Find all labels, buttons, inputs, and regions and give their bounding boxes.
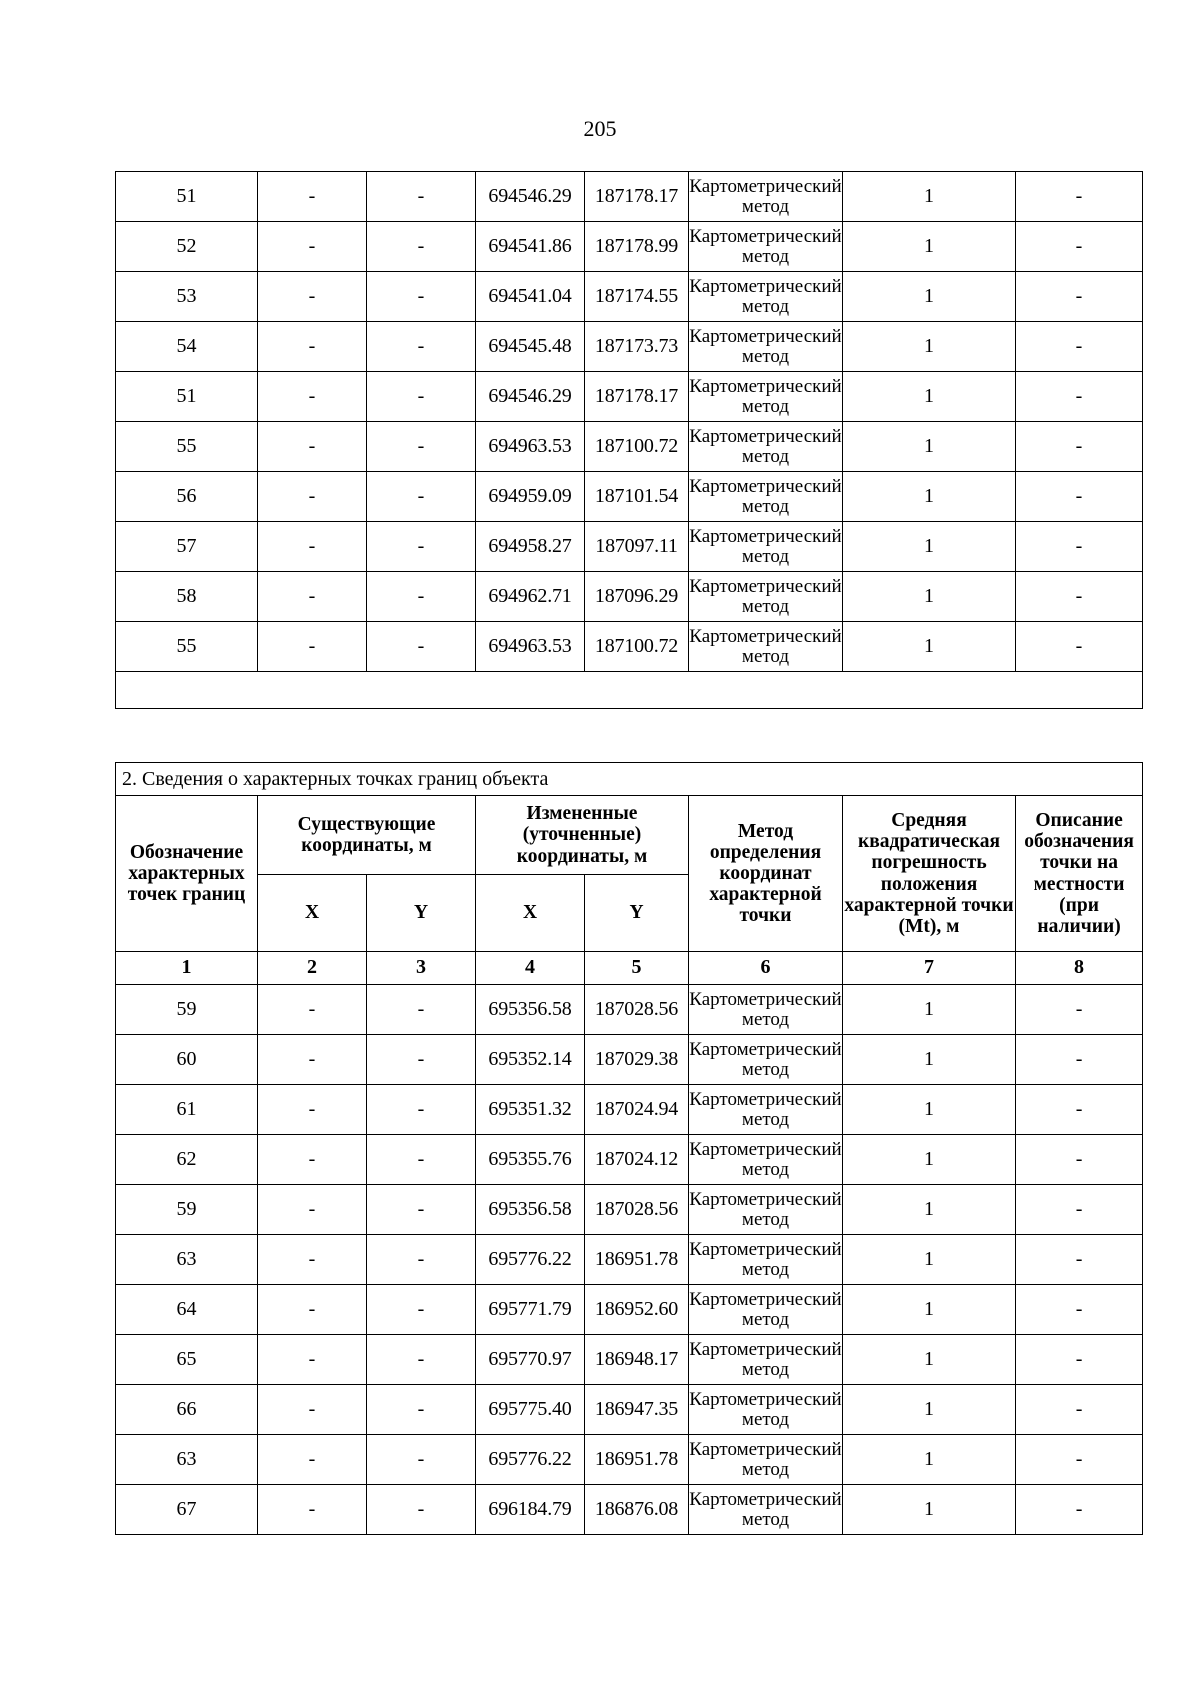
method: Картометрический метод	[689, 1185, 843, 1235]
method: Картометрический метод	[689, 1135, 843, 1185]
changed-x: 695771.79	[476, 1285, 585, 1335]
table-row	[116, 172, 1143, 222]
point-label: 51	[116, 372, 258, 422]
existing-x: -	[258, 1135, 367, 1185]
changed-y: 187024.94	[585, 1085, 689, 1135]
description: -	[1016, 572, 1143, 622]
column-number: 1	[116, 952, 258, 985]
changed-y: 187097.11	[585, 522, 689, 572]
error: 1	[843, 222, 1016, 272]
existing-y: -	[367, 472, 476, 522]
changed-x: 694545.48	[476, 322, 585, 372]
table-row	[116, 1235, 1143, 1285]
existing-y: -	[367, 1485, 476, 1535]
changed-x: 694546.29	[476, 172, 585, 222]
method: Картометрический метод	[689, 172, 843, 222]
changed-y: 187100.72	[585, 422, 689, 472]
description: -	[1016, 172, 1143, 222]
changed-y: 187028.56	[585, 1185, 689, 1235]
changed-y: 187174.55	[585, 272, 689, 322]
description: -	[1016, 422, 1143, 472]
table-row	[116, 985, 1143, 1035]
point-label: 58	[116, 572, 258, 622]
description: -	[1016, 1335, 1143, 1385]
existing-y: -	[367, 1435, 476, 1485]
existing-x: -	[258, 1185, 367, 1235]
existing-x: -	[258, 322, 367, 372]
table-row	[116, 1435, 1143, 1485]
changed-x: 694962.71	[476, 572, 585, 622]
point-label: 55	[116, 622, 258, 672]
point-label: 66	[116, 1385, 258, 1435]
changed-x: 696184.79	[476, 1485, 585, 1535]
error: 1	[843, 1385, 1016, 1435]
changed-x: 694959.09	[476, 472, 585, 522]
changed-y: 186951.78	[585, 1235, 689, 1285]
point-label: 63	[116, 1435, 258, 1485]
table-title: 2. Сведения о характерных точках границ объекта	[116, 763, 1143, 796]
changed-y: 187100.72	[585, 622, 689, 672]
changed-y: 187101.54	[585, 472, 689, 522]
changed-x: 694546.29	[476, 372, 585, 422]
point-label: 54	[116, 322, 258, 372]
existing-y: -	[367, 622, 476, 672]
changed-y: 186948.17	[585, 1335, 689, 1385]
header-method: Метод определения координат характерной точки	[689, 796, 843, 952]
error: 1	[843, 1435, 1016, 1485]
error: 1	[843, 1485, 1016, 1535]
table-row	[116, 1135, 1143, 1185]
description: -	[1016, 1435, 1143, 1485]
method: Картометрический метод	[689, 322, 843, 372]
table-row	[116, 272, 1143, 322]
table-row	[116, 472, 1143, 522]
method: Картометрический метод	[689, 1435, 843, 1485]
method: Картометрический метод	[689, 522, 843, 572]
point-label: 67	[116, 1485, 258, 1535]
error: 1	[843, 172, 1016, 222]
column-number: 2	[258, 952, 367, 985]
existing-x: -	[258, 622, 367, 672]
description: -	[1016, 1485, 1143, 1535]
table-row	[116, 222, 1143, 272]
existing-x: -	[258, 985, 367, 1035]
description: -	[1016, 985, 1143, 1035]
existing-x: -	[258, 572, 367, 622]
method: Картометрический метод	[689, 1035, 843, 1085]
column-number: 6	[689, 952, 843, 985]
point-label: 63	[116, 1235, 258, 1285]
existing-y: -	[367, 222, 476, 272]
changed-y: 187029.38	[585, 1035, 689, 1085]
error: 1	[843, 622, 1016, 672]
changed-y: 187096.29	[585, 572, 689, 622]
changed-x: 694963.53	[476, 622, 585, 672]
method: Картометрический метод	[689, 1235, 843, 1285]
error: 1	[843, 1135, 1016, 1185]
table-row	[116, 1385, 1143, 1435]
method: Картометрический метод	[689, 472, 843, 522]
point-label: 55	[116, 422, 258, 472]
changed-y: 187178.17	[585, 372, 689, 422]
header-changed-y: Y	[585, 875, 689, 952]
error: 1	[843, 572, 1016, 622]
method: Картометрический метод	[689, 1485, 843, 1535]
description: -	[1016, 1185, 1143, 1235]
description: -	[1016, 622, 1143, 672]
existing-x: -	[258, 222, 367, 272]
existing-x: -	[258, 272, 367, 322]
header-description: Описание обозначения точки на местности (при наличии)	[1016, 796, 1143, 952]
header-existing-coordinates: Существующие координаты, м	[258, 796, 476, 875]
point-label: 51	[116, 172, 258, 222]
existing-y: -	[367, 1335, 476, 1385]
description: -	[1016, 272, 1143, 322]
point-label: 59	[116, 985, 258, 1035]
boundary-points-table-continued	[115, 171, 1143, 709]
error: 1	[843, 1235, 1016, 1285]
boundary-points-table	[115, 762, 1143, 1535]
existing-y: -	[367, 1235, 476, 1285]
method: Картометрический метод	[689, 1085, 843, 1135]
point-label: 62	[116, 1135, 258, 1185]
method: Картометрический метод	[689, 1285, 843, 1335]
error: 1	[843, 1085, 1016, 1135]
existing-x: -	[258, 1435, 367, 1485]
table-row	[116, 1085, 1143, 1135]
changed-x: 695770.97	[476, 1335, 585, 1385]
existing-x: -	[258, 1285, 367, 1335]
error: 1	[843, 1335, 1016, 1385]
table-row	[116, 622, 1143, 672]
point-label: 57	[116, 522, 258, 572]
description: -	[1016, 1035, 1143, 1085]
existing-y: -	[367, 985, 476, 1035]
existing-x: -	[258, 1035, 367, 1085]
description: -	[1016, 522, 1143, 572]
method: Картометрический метод	[689, 222, 843, 272]
existing-y: -	[367, 1385, 476, 1435]
method: Картометрический метод	[689, 622, 843, 672]
header-changed-x: X	[476, 875, 585, 952]
changed-x: 695776.22	[476, 1235, 585, 1285]
changed-y: 187028.56	[585, 985, 689, 1035]
point-label: 52	[116, 222, 258, 272]
changed-x: 695352.14	[476, 1035, 585, 1085]
existing-y: -	[367, 272, 476, 322]
existing-y: -	[367, 372, 476, 422]
changed-y: 187173.73	[585, 322, 689, 372]
method: Картометрический метод	[689, 372, 843, 422]
existing-x: -	[258, 522, 367, 572]
error: 1	[843, 1035, 1016, 1085]
column-number: 3	[367, 952, 476, 985]
description: -	[1016, 322, 1143, 372]
header-existing-y: Y	[367, 875, 476, 952]
changed-y: 187024.12	[585, 1135, 689, 1185]
error: 1	[843, 985, 1016, 1035]
header-point: Обозначение характерных точек границ	[116, 796, 258, 952]
point-label: 59	[116, 1185, 258, 1235]
table-row	[116, 1185, 1143, 1235]
existing-x: -	[258, 1085, 367, 1135]
changed-x: 694958.27	[476, 522, 585, 572]
existing-y: -	[367, 1085, 476, 1135]
error: 1	[843, 372, 1016, 422]
point-label: 64	[116, 1285, 258, 1335]
header-changed-coordinates: Измененные (уточненные) координаты, м	[476, 796, 689, 875]
changed-y: 186951.78	[585, 1435, 689, 1485]
method: Картометрический метод	[689, 1335, 843, 1385]
changed-x: 695355.76	[476, 1135, 585, 1185]
changed-x: 694541.04	[476, 272, 585, 322]
changed-x: 695775.40	[476, 1385, 585, 1435]
point-label: 53	[116, 272, 258, 322]
error: 1	[843, 522, 1016, 572]
existing-y: -	[367, 1185, 476, 1235]
column-number: 7	[843, 952, 1016, 985]
changed-x: 694963.53	[476, 422, 585, 472]
column-number: 5	[585, 952, 689, 985]
table-row	[116, 572, 1143, 622]
header-existing-x: X	[258, 875, 367, 952]
existing-x: -	[258, 1385, 367, 1435]
existing-y: -	[367, 422, 476, 472]
empty-footer-row	[116, 672, 1143, 709]
changed-y: 186947.35	[585, 1385, 689, 1435]
point-label: 61	[116, 1085, 258, 1135]
method: Картометрический метод	[689, 985, 843, 1035]
changed-y: 187178.17	[585, 172, 689, 222]
changed-y: 186876.08	[585, 1485, 689, 1535]
description: -	[1016, 372, 1143, 422]
existing-y: -	[367, 172, 476, 222]
changed-x: 694541.86	[476, 222, 585, 272]
existing-y: -	[367, 572, 476, 622]
changed-x: 695356.58	[476, 985, 585, 1035]
method: Картометрический метод	[689, 422, 843, 472]
method: Картометрический метод	[689, 572, 843, 622]
changed-x: 695351.32	[476, 1085, 585, 1135]
existing-y: -	[367, 522, 476, 572]
method: Картометрический метод	[689, 272, 843, 322]
point-label: 60	[116, 1035, 258, 1085]
method: Картометрический метод	[689, 1385, 843, 1435]
column-number: 4	[476, 952, 585, 985]
changed-y: 187178.99	[585, 222, 689, 272]
existing-y: -	[367, 322, 476, 372]
existing-x: -	[258, 1235, 367, 1285]
table-row	[116, 422, 1143, 472]
description: -	[1016, 1385, 1143, 1435]
column-number: 8	[1016, 952, 1143, 985]
description: -	[1016, 1285, 1143, 1335]
table-row	[116, 372, 1143, 422]
existing-y: -	[367, 1035, 476, 1085]
description: -	[1016, 1135, 1143, 1185]
point-label: 65	[116, 1335, 258, 1385]
table-row	[116, 322, 1143, 372]
error: 1	[843, 1185, 1016, 1235]
point-label: 56	[116, 472, 258, 522]
table-row	[116, 1485, 1143, 1535]
table-row	[116, 522, 1143, 572]
error: 1	[843, 272, 1016, 322]
table-row	[116, 1035, 1143, 1085]
existing-x: -	[258, 422, 367, 472]
existing-y: -	[367, 1135, 476, 1185]
existing-x: -	[258, 1335, 367, 1385]
table-row	[116, 1285, 1143, 1335]
error: 1	[843, 472, 1016, 522]
changed-y: 186952.60	[585, 1285, 689, 1335]
description: -	[1016, 1235, 1143, 1285]
page-number: 205	[583, 116, 617, 141]
existing-x: -	[258, 372, 367, 422]
existing-x: -	[258, 172, 367, 222]
changed-x: 695776.22	[476, 1435, 585, 1485]
table-row	[116, 1335, 1143, 1385]
error: 1	[843, 1285, 1016, 1335]
error: 1	[843, 322, 1016, 372]
description: -	[1016, 222, 1143, 272]
existing-x: -	[258, 1485, 367, 1535]
description: -	[1016, 472, 1143, 522]
error: 1	[843, 422, 1016, 472]
existing-y: -	[367, 1285, 476, 1335]
header-error: Средняя квадратическая погрешность положения характерной точки (Mt), м	[843, 796, 1016, 952]
existing-x: -	[258, 472, 367, 522]
changed-x: 695356.58	[476, 1185, 585, 1235]
description: -	[1016, 1085, 1143, 1135]
